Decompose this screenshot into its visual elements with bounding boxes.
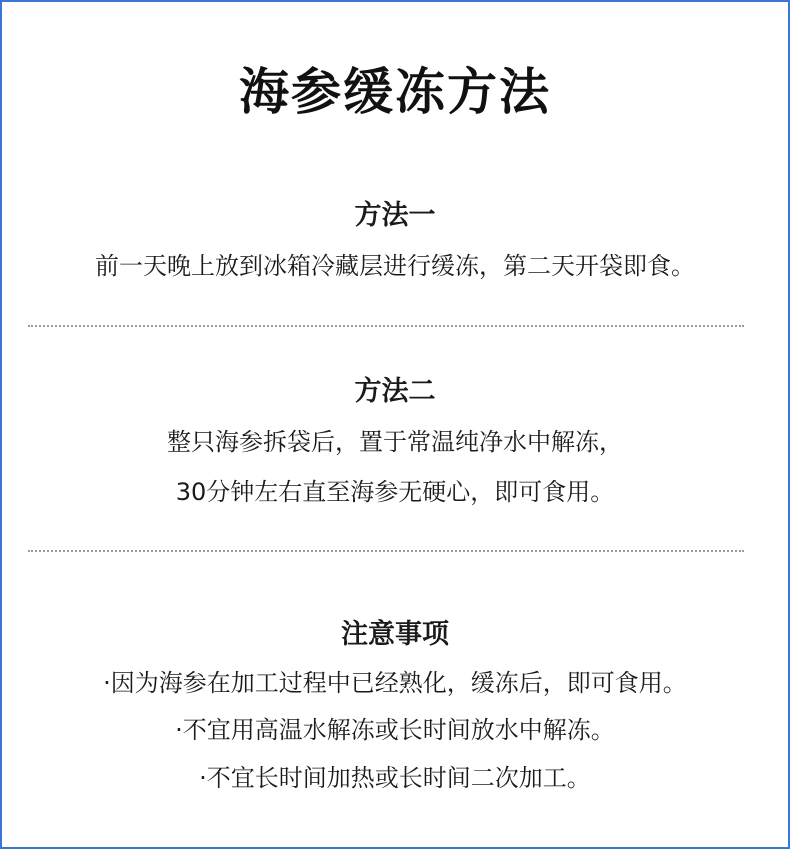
method-one-heading: 方法一 xyxy=(354,200,436,231)
notes-heading: 注意事项 xyxy=(341,619,449,650)
method-two-heading: 方法二 xyxy=(354,376,436,407)
section-divider xyxy=(28,325,744,327)
note-item: ·因为海参在加工过程中已经熟化，缓冻后，即可食用。 xyxy=(103,669,687,697)
method-two-line: 整只海参拆袋后，置于常温纯净水中解冻， xyxy=(167,428,623,456)
method-one-line: 前一天晚上放到冰箱冷藏层进行缓冻，第二天开袋即食。 xyxy=(95,252,695,280)
method-two-line: 30分钟左右直至海参无硬心，即可食用。 xyxy=(175,478,615,506)
page-title: 海参缓冻方法 xyxy=(239,63,551,121)
note-item: ·不宜用高温水解冻或长时间放水中解冻。 xyxy=(175,716,615,744)
section-divider xyxy=(28,550,744,552)
note-item: ·不宜长时间加热或长时间二次加工。 xyxy=(199,764,591,792)
